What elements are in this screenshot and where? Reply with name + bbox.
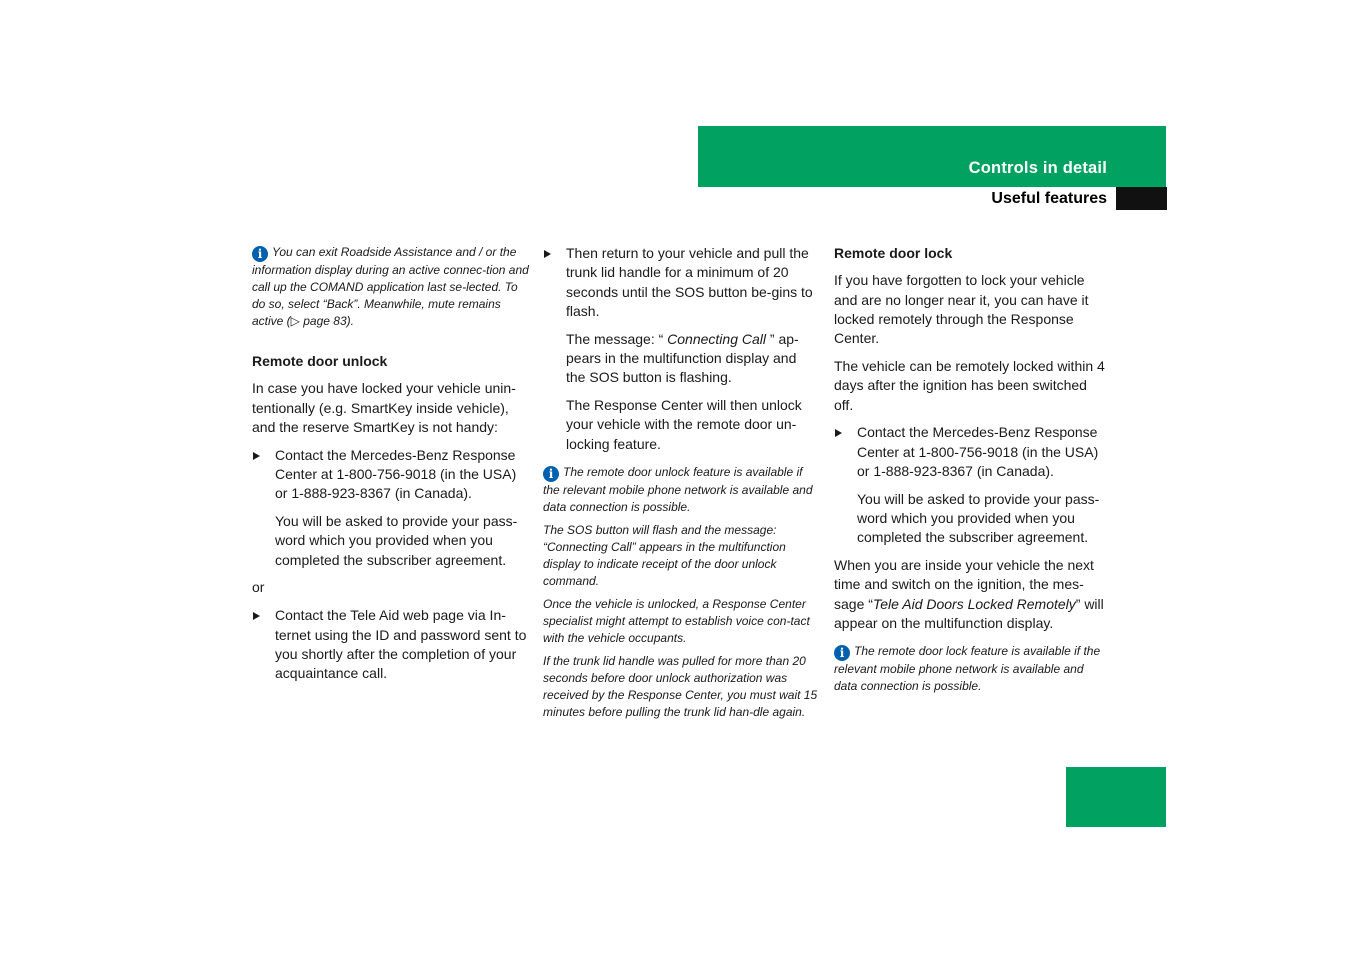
- heading-remote-door-lock: Remote door lock: [834, 245, 953, 261]
- column-1: [252, 244, 530, 692]
- bullet-arrow-icon: [253, 612, 260, 620]
- page-number-box: [1066, 767, 1166, 827]
- info-note-lock: i The remote door lock feature is available if the relevant mobile phone network is available and data connection is possible.: [834, 644, 1101, 694]
- info-note-unlock: i The remote door unlock feature is available if the relevant mobile phone network is available and data connection is possible.: [543, 464, 813, 514]
- info-icon: i: [252, 246, 268, 262]
- lock-within-days-paragraph: The vehicle can be remotely locked within 4 days after the ignition has been switched off.: [834, 357, 1105, 413]
- password-paragraph: You will be asked to provide your pass-word which you provided when you completed the subscriber agreement.: [275, 513, 518, 568]
- section-tab-marker: [1116, 187, 1167, 210]
- locked-remotely-paragraph: When you are inside your vehicle the next time and switch on the ignition, the mes-sage “Tele Aid Doors Locked Remotely” will appear on the multifunction display.: [834, 557, 1104, 632]
- column-3: [834, 244, 1110, 701]
- section-title: Controls in detail: [968, 159, 1107, 177]
- bullet-arrow-icon: [253, 452, 260, 460]
- info-icon: i: [543, 466, 559, 482]
- bullet-return-to-vehicle: Then return to your vehicle and pull the trunk lid handle for a minimum of 20 seconds until the SOS button be-gins to flash.: [543, 244, 819, 321]
- intro-paragraph: In case you have locked your vehicle unin-tentionally (e.g. SmartKey inside vehicle), and the reserve SmartKey is not handy:: [252, 380, 516, 435]
- note-sos-flash: The SOS button will flash and the message: “Connecting Call” appears in the multifunction display to indicate receipt of the door unlock command.: [543, 522, 786, 588]
- heading-remote-door-unlock: Remote door unlock: [252, 353, 388, 369]
- column-2: [543, 244, 819, 727]
- note-vehicle-unlocked: Once the vehicle is unlocked, a Response Center specialist might attempt to establish voice con-tact with the vehicle occupants.: [543, 596, 810, 645]
- bullet-arrow-icon: [544, 250, 551, 258]
- password-paragraph-lock: You will be asked to provide your pass-word which you provided when you completed the subscriber agreement.: [857, 490, 1100, 546]
- bullet-arrow-icon: [835, 429, 842, 437]
- or-text: or: [252, 579, 265, 596]
- message-paragraph: The message: “ Connecting Call ” ap-pears in the multifunction display and the SOS button is flashing.: [566, 330, 799, 386]
- info-note-exit: i You can exit Roadside Assistance and / or the information display during an active connec-tion and call up the COMAND application last se-lected. To do so, select “Back”. Meanwhile, mute remains active (▷ page 83).: [252, 245, 529, 328]
- bullet-tele-aid-web: Contact the Tele Aid web page via In-ternet using the ID and password sent to you shortly after the completion of your acquaintance call.: [252, 606, 530, 683]
- subsection-title: Useful features: [991, 190, 1107, 207]
- bullet-contact-response-center: Contact the Mercedes-Benz Response Center at 1-800-756-9018 (in the USA) or 1-888-923-8367 (in Canada).: [252, 446, 530, 504]
- note-trunk-lid: If the trunk lid handle was pulled for more than 20 seconds before door unlock authorization was received by the Response Center, you must wait 15 minutes before pulling the trunk lid han-dle again.: [543, 653, 818, 719]
- page-number: 529: [1263, 771, 1291, 789]
- info-icon: i: [834, 645, 850, 661]
- forgotten-lock-paragraph: If you have forgotten to lock your vehicle and are no longer near it, you can have it locked remotely through the Response Center.: [834, 272, 1089, 347]
- response-center-paragraph: The Response Center will then unlock your vehicle with the remote door un-locking feature.: [566, 397, 802, 452]
- bullet-contact-response-center-lock: Contact the Mercedes-Benz Response Center at 1-800-756-9018 (in the USA) or 1-888-923-8367 (in Canada).: [834, 423, 1110, 481]
